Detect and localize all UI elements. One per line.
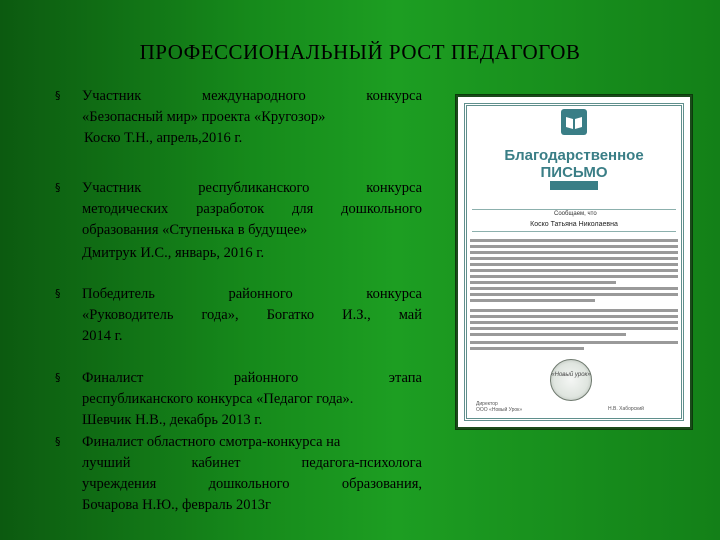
item-line: республиканского конкурса «Педагог года». xyxy=(82,391,354,407)
item-line: учреждения дошкольного образования, xyxy=(82,476,422,492)
item-line: Финалист областного смотра-конкурса на xyxy=(82,434,341,450)
divider xyxy=(472,231,676,232)
certificate-seal xyxy=(550,359,592,401)
bullet-icon: § xyxy=(55,89,61,102)
item-line: Финалист районного этапа xyxy=(82,370,422,386)
item-line: образования «Ступенька в будущее» xyxy=(82,222,308,238)
item-author: Бочарова Н.Ю., февраль 2013г xyxy=(82,497,271,513)
item-line: «Безопасный мир» проекта «Кругозор» xyxy=(82,109,326,125)
certificate-banner xyxy=(550,181,598,190)
item-line: «Руководитель года», Богатко И.З., май xyxy=(82,307,422,323)
certificate-image xyxy=(456,95,692,429)
bullet-icon: § xyxy=(55,371,61,384)
certificate-title-2: ПИСЬМО xyxy=(540,164,608,181)
bullet-icon: § xyxy=(55,287,61,300)
book-logo-icon xyxy=(561,109,587,135)
item-author: 2014 г. xyxy=(82,328,123,344)
certificate-text-block xyxy=(470,341,678,353)
item-author: Коско Т.Н., апрель,2016 г. xyxy=(84,130,243,146)
certificate-title: Благодарственное xyxy=(504,147,644,164)
certificate-signer-name: Н.В. Хаборский xyxy=(608,406,644,412)
item-line: Участник международного конкурса xyxy=(82,88,422,104)
item-line: Победитель районного конкурса xyxy=(82,286,422,302)
item-author: Дмитрук И.С., январь, 2016 г. xyxy=(82,245,265,261)
certificate-text-block xyxy=(470,309,678,339)
item-line: лучший кабинет педагога-психолога xyxy=(82,455,422,471)
item-line: Участник республиканского конкурса xyxy=(82,180,422,196)
bullet-icon: § xyxy=(55,181,61,194)
item-line: методических разработок для дошкольного xyxy=(82,201,422,217)
certificate-recipient: Коско Татьяна Николаевна xyxy=(530,221,618,228)
bullet-icon: § xyxy=(55,435,61,448)
item-author: Шевчик Н.В., декабрь 2013 г. xyxy=(82,412,263,428)
certificate-text-block xyxy=(470,287,678,305)
certificate-text-block xyxy=(470,239,678,287)
certificate-greeting: Сообщаем, что xyxy=(554,211,597,217)
seal-text: «Новый урок» xyxy=(551,372,591,378)
page-title: ПРОФЕССИОНАЛЬНЫЙ РОСТ ПЕДАГОГОВ xyxy=(139,40,581,64)
divider xyxy=(472,209,676,210)
certificate-signer-title: Директор ООО «Новый Урок» xyxy=(476,401,523,413)
